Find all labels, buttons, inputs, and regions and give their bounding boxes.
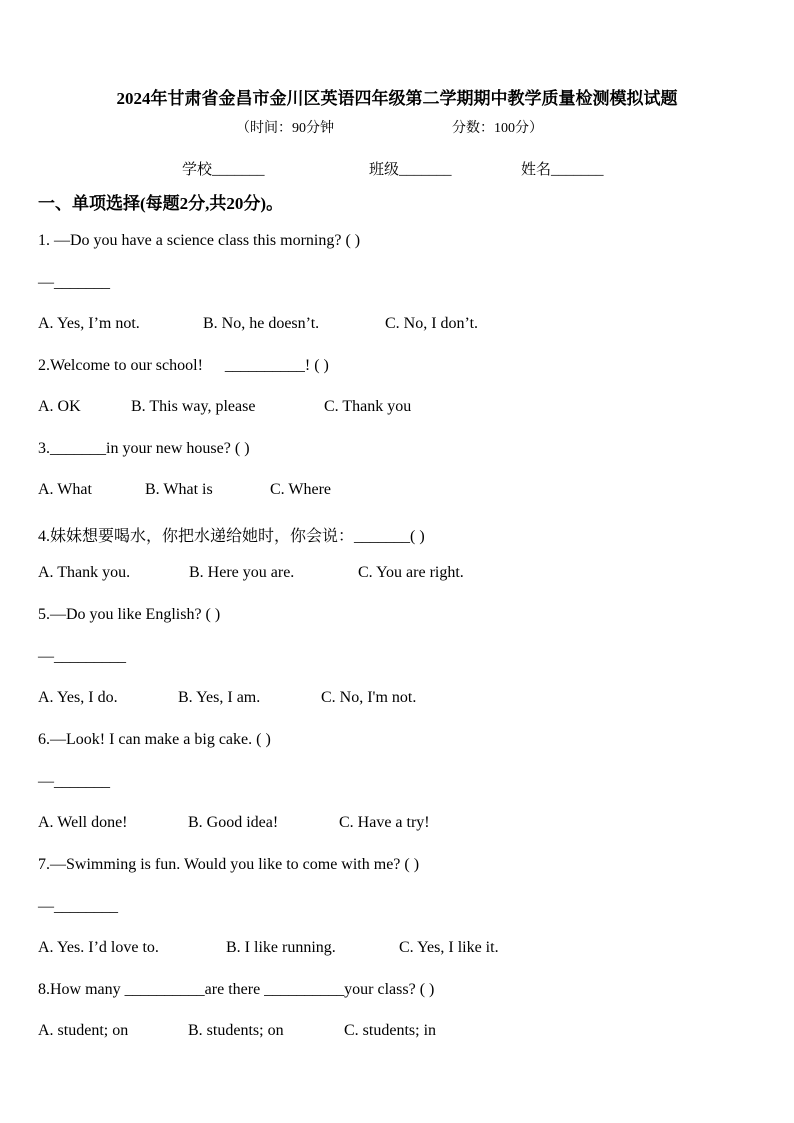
question-stem-prefix: 2.Welcome to our school! [38, 357, 203, 374]
question-stem: 7.—Swimming is fun. Would you like to come with me? ( ) [38, 856, 420, 873]
option-c: C. Where [270, 481, 332, 498]
option-b: B. students; on [188, 1022, 284, 1039]
option-a: A. Yes, I do. [38, 689, 118, 706]
time-limit: （时间：90分钟 [236, 121, 334, 136]
option-a: A. Yes. I’d love to. [38, 939, 159, 956]
option-a: A. Yes, I’m not. [38, 315, 140, 332]
answer-line: —_________ [38, 648, 126, 665]
class-field: 班级_______ [369, 162, 452, 178]
option-a: A. Thank you. [38, 564, 131, 581]
question-stem-blank: __________! [224, 357, 311, 374]
question-stem: 6.—Look! I can make a big cake. ( ) [38, 731, 271, 748]
option-a: A. What [38, 481, 92, 498]
option-c: C. You are right. [358, 564, 464, 581]
answer-line: —_______ [38, 773, 110, 790]
name-field: 姓名_______ [521, 162, 604, 178]
answer-line: —________ [38, 898, 118, 915]
answer-line: —_______ [38, 274, 110, 291]
option-a: A. student; on [38, 1022, 129, 1039]
option-c: C. No, I'm not. [321, 689, 417, 706]
option-b: B. I like running. [226, 939, 336, 956]
option-b: B. What is [145, 481, 213, 498]
option-a: A. Well done! [38, 814, 128, 831]
option-b: B. Here you are. [189, 564, 295, 581]
option-b: B. Good idea! [188, 814, 279, 831]
question-stem: 8.How many __________are there __________your class? ( ) [38, 981, 435, 998]
option-a: A. OK [38, 398, 81, 415]
option-c: C. Thank you [324, 398, 412, 415]
option-b: B. Yes, I am. [178, 689, 261, 706]
section-heading: 一、单项选择(每题2分,共20分)。 [38, 194, 284, 213]
question-stem: 4.妹妹想要喝水，你把水递给她时，你会说：_______( ) [38, 528, 425, 545]
question-stem-suffix: ( ) [314, 357, 329, 374]
school-field: 学校_______ [182, 162, 265, 178]
exam-title: 2024年甘肃省金昌市金川区英语四年级第二学期期中教学质量检测模拟试题 [116, 89, 678, 108]
option-c: C. Yes, I like it. [399, 939, 499, 956]
option-c: C. students; in [344, 1022, 437, 1039]
total-score: 分数：100分） [452, 121, 543, 136]
question-stem: 5.—Do you like English? ( ) [38, 606, 221, 623]
student-info-row [0, 158, 794, 182]
question-stem: 1. —Do you have a science class this morning? ( ) [38, 232, 361, 249]
option-c: C. No, I don’t. [385, 315, 479, 332]
option-b: B. No, he doesn’t. [203, 315, 320, 332]
option-c: C. Have a try! [339, 814, 430, 831]
question-stem: 3._______in your new house? ( ) [38, 440, 250, 457]
question-stem [38, 357, 329, 375]
exam-subtitle [236, 117, 543, 137]
option-b: B. This way, please [131, 398, 256, 415]
